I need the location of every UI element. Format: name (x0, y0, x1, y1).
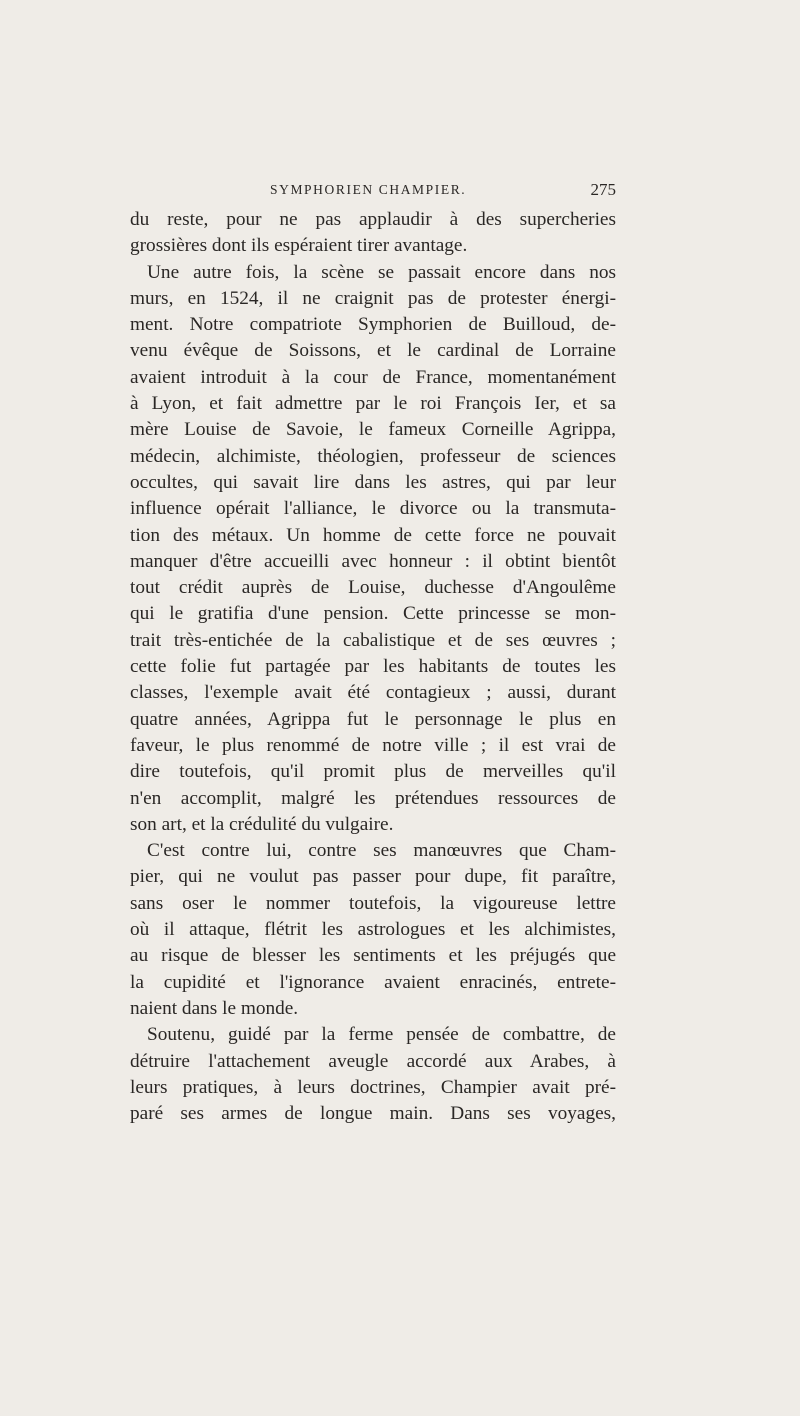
text-line: venu évêque de Soissons, et le cardinal de Lorraine (130, 340, 616, 362)
text-line: Soutenu, guidé par la ferme pensée de combattre, de (147, 1024, 616, 1046)
text-line: son art, et la crédulité du vulgaire. (130, 813, 394, 835)
text-line: C'est contre lui, contre ses manœuvres que Cham- (147, 840, 616, 862)
body-text (130, 207, 616, 1127)
text-line: Une autre fois, la scène se passait encore dans nos (147, 261, 616, 283)
text-line: où il attaque, flétrit les astrologues et les alchimistes, (130, 919, 616, 941)
text-line: la cupidité et l'ignorance avaient enracinés, entrete- (130, 971, 616, 993)
text-line: mère Louise de Savoie, le fameux Corneille Agrippa, (130, 419, 616, 441)
text-line: dire toutefois, qu'il promit plus de merveilles qu'il (130, 761, 616, 783)
text-line: n'en accomplit, malgré les prétendues ressources de (130, 787, 616, 809)
text-line: trait très-entichée de la cabalistique et de ses œuvres ; (130, 629, 616, 651)
text-line: cette folie fut partagée par les habitants de toutes les (130, 656, 616, 678)
text-line: grossières dont ils espéraient tirer avantage. (130, 235, 468, 257)
text-line: avaient introduit à la cour de France, momentanément (130, 366, 616, 388)
page-header (130, 180, 616, 204)
text-line: influence opérait l'alliance, le divorce ou la transmuta- (130, 498, 616, 520)
text-line: pier, qui ne voulut pas passer pour dupe, fit paraître, (130, 866, 616, 888)
text-line: paré ses armes de longue main. Dans ses voyages, (130, 1103, 616, 1125)
text-line: quatre années, Agrippa fut le personnage le plus en (130, 708, 616, 730)
text-line: naient dans le monde. (130, 997, 299, 1019)
text-line: qui le gratifia d'une pension. Cette princesse se mon- (130, 603, 616, 625)
running-title: SYMPHORIEN CHAMPIER. (270, 182, 467, 197)
text-line: à Lyon, et fait admettre par le roi François Ier, et sa (130, 393, 616, 415)
text-line: du reste, pour ne pas applaudir à des supercheries (130, 209, 616, 230)
text-line: occultes, qui savait lire dans les astres, qui par leur (130, 471, 616, 493)
text-line: murs, en 1524, il ne craignit pas de protester énergi- (130, 287, 616, 309)
text-line: au risque de blesser les sentiments et les préjugés que (130, 945, 616, 967)
text-line: classes, l'exemple avait été contagieux ; aussi, durant (130, 682, 616, 704)
text-line: tout crédit auprès de Louise, duchesse d'Angoulême (130, 577, 616, 599)
text-line: leurs pratiques, à leurs doctrines, Champier avait pré- (130, 1076, 616, 1098)
text-line: manquer d'être accueilli avec honneur : il obtint bientôt (130, 550, 616, 572)
text-line: médecin, alchimiste, théologien, professeur de sciences (130, 445, 616, 467)
text-line: détruire l'attachement aveugle accordé aux Arabes, à (130, 1050, 616, 1072)
text-line: faveur, le plus renommé de notre ville ; il est vrai de (130, 734, 616, 756)
text-line: ment. Notre compatriote Symphorien de Builloud, de- (130, 314, 616, 336)
text-line: sans oser le nommer toutefois, la vigoureuse lettre (130, 892, 616, 914)
text-line: tion des métaux. Un homme de cette force ne pouvait (130, 524, 616, 546)
page-number: 275 (590, 180, 616, 199)
